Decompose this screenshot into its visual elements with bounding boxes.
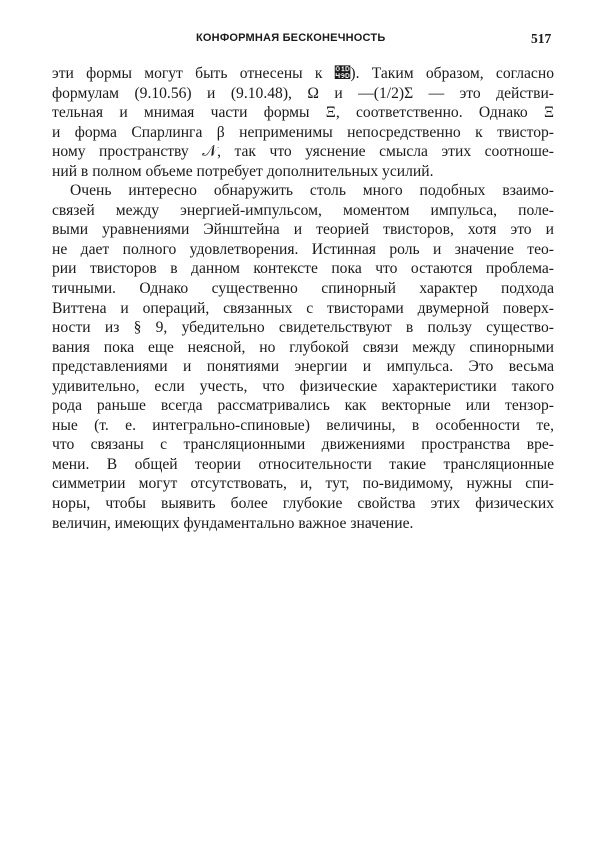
- text-line: ний в полном объеме потребует дополнительных усилий.: [52, 162, 434, 180]
- text-line: тичными. Однако существенно спинорный характер подхода: [52, 280, 554, 298]
- page-number: 517: [531, 31, 552, 46]
- text-line: выми уравнениями Эйнштейна и теорией твисторов, хотя это и: [52, 221, 554, 239]
- text-line: формулам (9.10.56) и (9.10.48), Ω и —(1/2)Σ — это действи-: [52, 84, 554, 102]
- text-line: величин, имеющих фундаментально важное значение.: [52, 514, 414, 532]
- text-line: норы, чтобы выявить более глубокие свойства этих физических: [52, 495, 554, 513]
- text-line: ные (т. е. интегрально-спиновые) величины, в особенности те,: [52, 416, 554, 434]
- text-line: ному пространству 𝒩, так что уяснение смысла этих соотноше-: [52, 143, 554, 161]
- text-line: связей между энергией-импульсом, моментом импульса, поле-: [52, 201, 554, 219]
- text-line: удивительно, если учесть, что физические характеристики такого: [52, 377, 554, 395]
- text-line: ности из § 9, убедительно свидетельствуют в пользу существо-: [52, 319, 554, 337]
- text-line: представлениями и понятиями энергии и импульса. Это весьма: [52, 358, 554, 376]
- paragraph-1: [52, 64, 554, 181]
- paragraph-2: [52, 181, 554, 533]
- text-line: что связаны с трансляционными движениями пространства вре-: [52, 436, 554, 454]
- text-line: вания пока еще неясной, но глубокой связи между спинорными: [52, 338, 554, 356]
- text-line: не дает полного удовлетворения. Истинная роль и значение тео-: [52, 240, 554, 258]
- text-line: рода раньше всегда рассматривались как векторные или тензор-: [52, 397, 554, 415]
- text-line: и форма Спарлинга β неприменимы непосредственно к твистор-: [52, 123, 554, 141]
- text-line: тельная и мнимая части формы Ξ, соответственно. Однако Ξ: [52, 104, 554, 122]
- text-line: Виттена и операций, связанных с твисторами двумерной поверх-: [52, 299, 554, 317]
- running-title: КОНФОРМНАЯ БЕСКОНЕЧНОСТЬ: [196, 32, 386, 44]
- body-text: [52, 64, 554, 533]
- text-line: Очень интересно обнаружить столь много подобных взаимо-: [70, 182, 554, 200]
- text-line: мени. В общей теории относительности такие трансляционные: [52, 455, 554, 473]
- text-line: рии твисторов в данном контексте пока что остаются проблема-: [52, 260, 554, 278]
- text-line: эти формы могут быть отнесены к 𝒝). Таким образом, согласно: [52, 65, 554, 82]
- text-line: симметрии могут отсутствовать, и, тут, по-видимому, нужны спи-: [52, 475, 554, 493]
